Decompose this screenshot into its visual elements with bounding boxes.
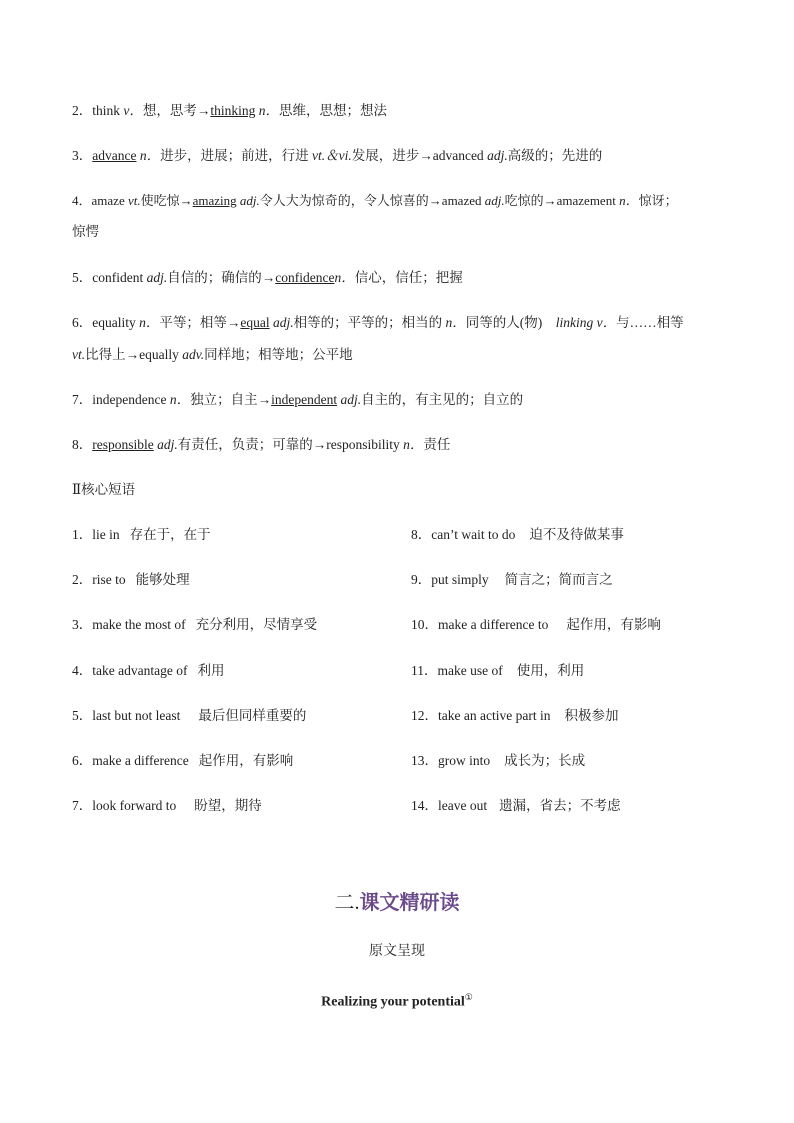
part-of-speech: vt. <box>72 347 86 362</box>
phrase-item-14 <box>411 796 621 816</box>
phrase-item-3 <box>72 615 317 635</box>
item-number: 2． <box>72 103 93 118</box>
underlined-word: thinking <box>210 103 256 118</box>
phrase-english: take an active part in <box>438 708 551 723</box>
phrase-chinese: 遗漏，省去；不考虑 <box>499 798 621 813</box>
part-of-speech: n． <box>255 103 280 118</box>
item-number: 7． <box>72 798 93 813</box>
meaning: 比得上→equally <box>85 347 183 362</box>
part-of-speech: adj. <box>236 193 260 208</box>
part-of-speech: linking v． <box>555 315 617 330</box>
vocab-item-5 <box>72 268 732 288</box>
part-of-speech: n． <box>334 270 355 285</box>
word: confident <box>92 270 147 285</box>
phrase-chinese: 起作用，有影响 <box>198 753 294 768</box>
meaning: 相等的；平等的；相当的 <box>293 315 446 330</box>
section-number: 二. <box>334 892 360 914</box>
vocab-item-8 <box>72 435 732 455</box>
part-of-speech: adv. <box>182 347 205 362</box>
phrase-english: make the most of <box>92 617 186 632</box>
part-of-speech: adj. <box>153 437 178 452</box>
phrase-item-5 <box>72 706 306 726</box>
item-number: 3． <box>72 148 93 163</box>
meaning: 与……相等 <box>616 315 684 330</box>
word: equality <box>92 315 140 330</box>
meaning: 自主的，有主见的；自立的 <box>361 392 524 407</box>
meaning: 使吃惊→ <box>140 193 193 208</box>
underlined-word: independent <box>271 392 338 407</box>
meaning: 同等的人(物) <box>465 315 556 330</box>
section-title-text: 课文精研读 <box>359 890 460 914</box>
phrase-item-10 <box>411 615 661 635</box>
item-number: 4． <box>72 193 92 208</box>
item-number: 6． <box>72 315 93 330</box>
phrase-chinese: 存在于，在于 <box>129 527 211 542</box>
meaning: 思维，思想；想法 <box>279 103 388 118</box>
vocab-item-3 <box>72 146 732 166</box>
vocab-item-6 <box>72 313 732 333</box>
meaning: 惊愕 <box>72 224 99 239</box>
phrase-english: rise to <box>92 572 126 587</box>
vocab-item-7 <box>72 390 732 410</box>
meaning: 进步，进展；前进，行进 <box>160 148 312 163</box>
item-number: 14． <box>411 798 438 813</box>
part-of-speech: adj. <box>146 270 168 285</box>
item-number: 11． <box>411 663 438 678</box>
passage-title <box>0 987 794 1013</box>
meaning: 同样地；相等地；公平地 <box>204 347 353 362</box>
underlined-word: equal <box>240 315 270 330</box>
phrase-english: put simply <box>431 572 489 587</box>
phrase-chinese: 盼望，期待 <box>194 798 262 813</box>
phrase-english: lie in <box>92 527 120 542</box>
phrases-section-title: Ⅱ核心短语 <box>72 482 136 497</box>
underlined-word: confidence <box>275 270 335 285</box>
item-number: 10． <box>411 617 438 632</box>
item-number: 5． <box>72 708 93 723</box>
meaning: 发展，进步→advanced <box>351 148 488 163</box>
meaning: 信心，信任；把握 <box>354 270 463 285</box>
part-of-speech: adj. <box>484 193 505 208</box>
phrase-chinese: 利用 <box>197 663 225 678</box>
phrase-english: last but not least <box>92 708 181 723</box>
phrase-chinese: 简言之；简而言之 <box>504 572 613 587</box>
phrase-english: look forward to <box>92 798 177 813</box>
item-number: 4． <box>72 663 93 678</box>
phrase-item-1 <box>72 525 211 545</box>
phrase-english: take advantage of <box>92 663 188 678</box>
phrase-item-2 <box>72 570 190 590</box>
part-of-speech: n． <box>445 315 466 330</box>
item-number: 12． <box>411 708 438 723</box>
phrase-chinese: 能够处理 <box>135 572 190 587</box>
meaning: 惊讶； <box>638 193 678 208</box>
underlined-word: advance <box>92 148 137 163</box>
phrase-chinese: 成长为；长成 <box>504 753 586 768</box>
phrase-english: make a difference to <box>438 617 549 632</box>
part-of-speech: v． <box>123 103 143 118</box>
phrase-english: leave out <box>438 798 488 813</box>
original-text-label: 原文呈现 <box>369 944 425 959</box>
phrase-item-11 <box>411 661 584 681</box>
vocab-item-6-continuation <box>72 345 732 365</box>
part-of-speech: n． <box>619 193 639 208</box>
meaning: 令人大为惊奇的，令人惊喜的→amazed <box>259 193 485 208</box>
phrase-english: make use of <box>437 663 503 678</box>
item-number: 1． <box>72 527 93 542</box>
item-number: 3． <box>72 617 93 632</box>
word: think <box>92 103 124 118</box>
phrase-chinese: 最后但同样重要的 <box>198 708 307 723</box>
phrase-item-4 <box>72 661 224 681</box>
section-title <box>0 888 794 917</box>
phrase-item-8 <box>411 525 624 545</box>
item-number: 8． <box>72 437 93 452</box>
phrase-chinese: 使用，利用 <box>516 663 585 678</box>
meaning: 平等；相等→ <box>159 315 241 330</box>
item-number: 6． <box>72 753 93 768</box>
part-of-speech: vt.＆vi. <box>311 148 352 163</box>
word: independence <box>92 392 170 407</box>
item-number: 7． <box>72 392 93 407</box>
phrase-item-6 <box>72 751 293 771</box>
phrase-english: grow into <box>438 753 491 768</box>
item-number: 9． <box>411 572 432 587</box>
item-number: 8． <box>411 527 432 542</box>
part-of-speech: n． <box>139 315 160 330</box>
part-of-speech: adj. <box>269 315 294 330</box>
part-of-speech: adj. <box>487 148 508 163</box>
meaning: 责任 <box>423 437 451 452</box>
part-of-speech: n． <box>136 148 161 163</box>
phrase-chinese: 充分利用，尽情享受 <box>195 617 318 632</box>
vocab-item-4 <box>72 191 732 211</box>
phrase-item-9 <box>411 570 613 590</box>
phrase-chinese: 积极参加 <box>564 708 619 723</box>
phrase-chinese: 迫不及待做某事 <box>529 527 624 542</box>
item-number: 2． <box>72 572 93 587</box>
part-of-speech: vt. <box>127 193 141 208</box>
phrase-item-12 <box>411 706 618 726</box>
part-of-speech: n． <box>403 437 424 452</box>
item-number: 5． <box>72 270 93 285</box>
meaning: 独立；自主→ <box>190 392 272 407</box>
vocab-item-2 <box>72 101 732 121</box>
meaning: 有责任，负责；可靠的→responsibility <box>177 437 404 452</box>
vocab-item-4-continuation <box>72 222 732 242</box>
item-number: 13． <box>411 753 438 768</box>
meaning: 自信的；确信的→ <box>167 270 276 285</box>
phrase-english: make a difference <box>92 753 189 768</box>
part-of-speech: n． <box>169 392 191 407</box>
meaning: 想，思考→ <box>142 103 211 118</box>
word: amaze <box>91 193 128 208</box>
passage-title-text: Realizing your potential <box>321 994 465 1010</box>
phrase-chinese: 起作用，有影响 <box>566 617 661 632</box>
meaning: 吃惊的→amazement <box>504 193 620 208</box>
phrase-item-7 <box>72 796 262 816</box>
part-of-speech: adj. <box>337 392 362 407</box>
underlined-word: amazing <box>192 193 237 208</box>
footnote-marker: ① <box>464 992 473 1002</box>
phrase-item-13 <box>411 751 585 771</box>
underlined-word: responsible <box>92 437 154 452</box>
phrase-english: can’t wait to do <box>431 527 516 542</box>
meaning: 高级的；先进的 <box>507 148 603 163</box>
